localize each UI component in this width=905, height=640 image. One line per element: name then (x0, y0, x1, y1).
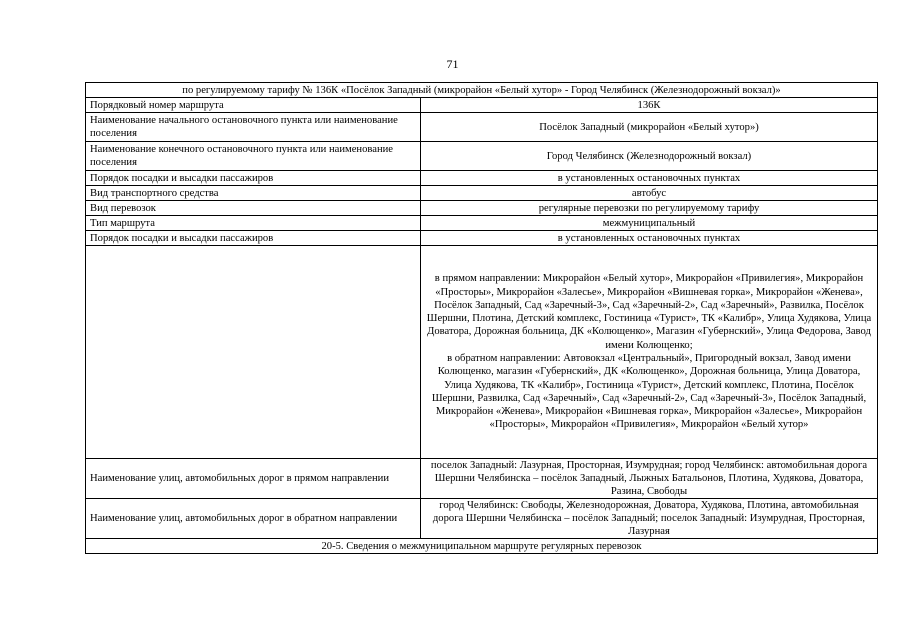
table-row (86, 113, 878, 142)
table-title: по регулируемому тарифу № 136К «Посёлок Западный (микрорайон «Белый хутор» - Город Челябинск (Железнодорожный вокзал)» (86, 83, 878, 98)
row-value: Посёлок Западный (микрорайон «Белый хутор») (421, 113, 878, 142)
page-number: 71 (446, 57, 459, 71)
row-label: Наименование конечного остановочного пункта или наименование поселения (86, 142, 421, 171)
row-value: межмуниципальный (421, 216, 878, 231)
row-label: Наименование начального остановочного пункта или наименование поселения (86, 113, 421, 142)
table-title-row (86, 83, 878, 98)
streets-backward-value: город Челябинск: Свободы, Железнодорожная, Доватора, Худякова, Плотина, автомобильная дорога Шершни Челябинска – посёлок Западный; поселок Западный: Изумрудная, Просторная, Лазурная (421, 499, 878, 539)
stops-list (421, 246, 878, 459)
row-label: Вид перевозок (86, 201, 421, 216)
streets-forward-row (86, 459, 878, 499)
row-value: регулярные перевозки по регулируемому тарифу (421, 201, 878, 216)
streets-backward-row (86, 499, 878, 539)
table-row (86, 142, 878, 171)
row-label: Порядковый номер маршрута (86, 98, 421, 113)
streets-forward-value: поселок Западный: Лазурная, Просторная, Изумрудная; город Челябинск: автомобильная дорога Шершни Челябинска – посёлок Западный, Лыжных Батальонов, Плотина, Худякова, Доватора, Разина, Свободы (421, 459, 878, 499)
table-row (86, 231, 878, 246)
stops-forward: в прямом направлении: Микрорайон «Белый хутор», Микрорайон «Привилегия», Микрорайон «Просторы», Микрорайон «Залесье», Микрорайон «Вишневая горка», Микрорайон «Женева», Посёлок Западный, Сад «Заречный-3», Сад «Заречный-2», Сад «Заречный», Развилка, Посёлок Шершни, Плотина, Детский комплекс, Гостиница «Турист», ТК «Калибр», Улица Худякова, Улица Доватора, Дорожная больница, ДК «Колющенко», Магазин «Губернский», Улица Федорова, Завод имени Колющенко; (426, 273, 872, 351)
table-row (86, 201, 878, 216)
row-value: в установленных остановочных пунктах (421, 171, 878, 186)
row-value: 136К (421, 98, 878, 113)
table-row (86, 216, 878, 231)
section-footer-row (86, 539, 878, 554)
row-value: в установленных остановочных пунктах (421, 231, 878, 246)
row-label: Вид транспортного средства (86, 186, 421, 201)
row-label: Порядок посадки и высадки пассажиров (86, 231, 421, 246)
row-value: Город Челябинск (Железнодорожный вокзал) (421, 142, 878, 171)
row-label: Порядок посадки и высадки пассажиров (86, 171, 421, 186)
table-row (86, 186, 878, 201)
table-row (86, 98, 878, 113)
stops-label-empty (86, 246, 421, 459)
streets-forward-label: Наименование улиц, автомобильных дорог в прямом направлении (86, 459, 421, 499)
row-label: Тип маршрута (86, 216, 421, 231)
streets-backward-label: Наименование улиц, автомобильных дорог в обратном направлении (86, 499, 421, 539)
stops-row (86, 246, 878, 459)
stops-backward: в обратном направлении: Автовокзал «Центральный», Пригородный вокзал, Завод имени Колющенко, магазин «Губернский», ДК «Колющенко», Дорожная больница, Улица Доватора, Улица Худякова, ТК «Калибр», Гостиница «Турист», Детский комплекс, Плотина, Посёлок Шершни, Развилка, Сад «Заречный», Сад «Заречный-2», Сад «Заречный-3», Посёлок Западный, Микрорайон «Женева», Микрорайон «Вишневая горка», Микрорайон «Залесье», Микрорайон «Просторы», Микрорайон «Привилегия», Микрорайон «Белый хутор» (431, 353, 867, 431)
section-heading: 20-5. Сведения о межмуниципальном маршруте регулярных перевозок (86, 539, 878, 554)
route-table (85, 82, 878, 554)
table-row (86, 171, 878, 186)
row-value: автобус (421, 186, 878, 201)
